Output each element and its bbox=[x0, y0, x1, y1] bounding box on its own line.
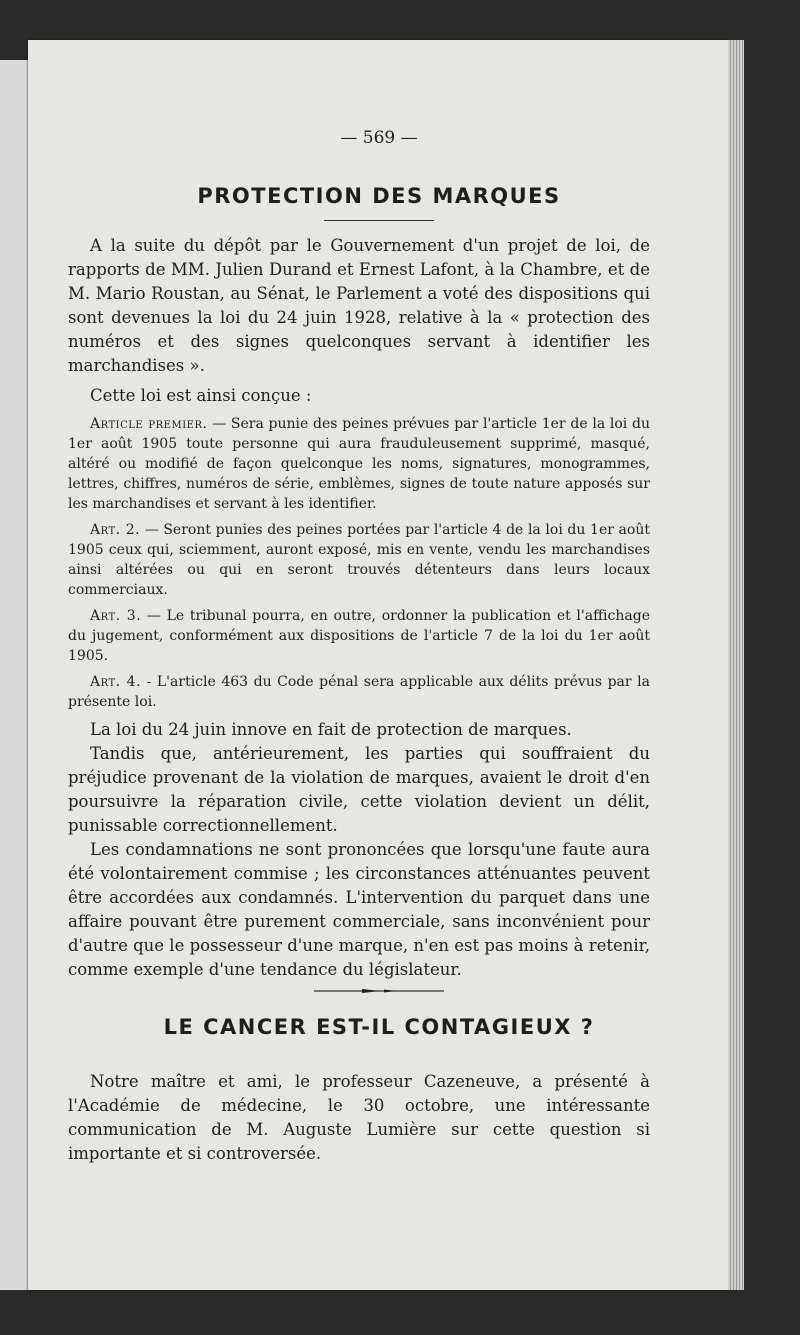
lead-paragraph: Cette loi est ainsi conçue : bbox=[90, 386, 312, 405]
page-number: — 569 — bbox=[340, 128, 418, 148]
article-4 bbox=[68, 672, 650, 712]
section-divider-ornament bbox=[314, 988, 444, 994]
article-text: — Sera punie des peines prévues par l'article 1er de la loi du 1er août 1905 toute personne qui aura frauduleusement supprimé, masqué, altéré ou modifié de façon quelconque les noms, signatures, monogrammes, lettres, chiffres, numéros de série, emblèmes, signes de toute nature apposés sur les marchandises et servant à les identifier. bbox=[68, 416, 650, 512]
section-title-protection-des-marques: PROTECTION DES MARQUES bbox=[197, 184, 561, 208]
article-text: — Le tribunal pourra, en outre, ordonner la publication et l'affichage du jugement, conformément aux dispositions de l'article 7 de la loi du 1er août 1905. bbox=[68, 608, 650, 664]
body-paragraph: La loi du 24 juin innove en fait de protection de marques. bbox=[90, 720, 572, 739]
article-2 bbox=[68, 520, 650, 600]
article-label: Art. 4. bbox=[90, 674, 142, 690]
article-3 bbox=[68, 606, 650, 666]
article-label: Art. 2. bbox=[90, 522, 141, 538]
article-label: Art. 3. bbox=[90, 608, 142, 624]
article-label: Article premier. bbox=[90, 416, 208, 432]
article-1 bbox=[68, 414, 650, 514]
adjacent-page-edge bbox=[0, 60, 30, 1290]
section-title-le-cancer: LE CANCER EST-IL CONTAGIEUX ? bbox=[163, 1015, 595, 1039]
intro-paragraph: A la suite du dépôt par le Gouvernement d'un projet de loi, de rapports de MM. Julien Durand et Ernest Lafont, à la Chambre, et de M. Mario Roustan, au Sénat, le Parlement a voté des dispositions qui sont devenues la loi du 24 juin 1928, relative à la « protection des numéros et des signes quelconques servant à identifier les marchandises ». bbox=[68, 236, 650, 375]
article-text: — Seront punies des peines portées par l'article 4 de la loi du 1er août 1905 ceux qui, sciemment, auront exposé, mis en vente, vendu les marchandises ainsi altérées ou qui en seront trouvés détenteurs dans leurs locaux commerciaux. bbox=[68, 522, 650, 598]
cancer-paragraph: Notre maître et ami, le professeur Cazeneuve, a présenté à l'Académie de médecine, le 30 octobre, une intéressante communication de M. Auguste Lumière sur cette question si importante et si controversée. bbox=[68, 1072, 650, 1163]
article-text: - L'article 463 du Code pénal sera applicable aux délits prévus par la présente loi. bbox=[68, 674, 650, 710]
page-stack-edge bbox=[728, 40, 744, 1290]
section-protection-des-marques bbox=[68, 234, 650, 982]
body-paragraph: Les condamnations ne sont prononcées que lorsqu'une faute aura été volontairement commise ; les circonstances atténuantes peuvent être accordées aux condamnés. L'intervention du parquet dans une affaire pouvant être purement commerciale, sans inconvénient pour d'autre que le possesseur d'une marque, n'en est pas moins à retenir, comme exemple d'une tendance du législateur. bbox=[68, 840, 650, 979]
title-underline bbox=[324, 220, 434, 221]
section-le-cancer bbox=[68, 1070, 650, 1166]
page bbox=[28, 40, 730, 1290]
body-paragraph: Tandis que, antérieurement, les parties qui souffraient du préjudice provenant de la violation de marques, avaient le droit d'en poursuivre la réparation civile, cette violation devient un délit, punissable correctionnellement. bbox=[68, 744, 650, 835]
